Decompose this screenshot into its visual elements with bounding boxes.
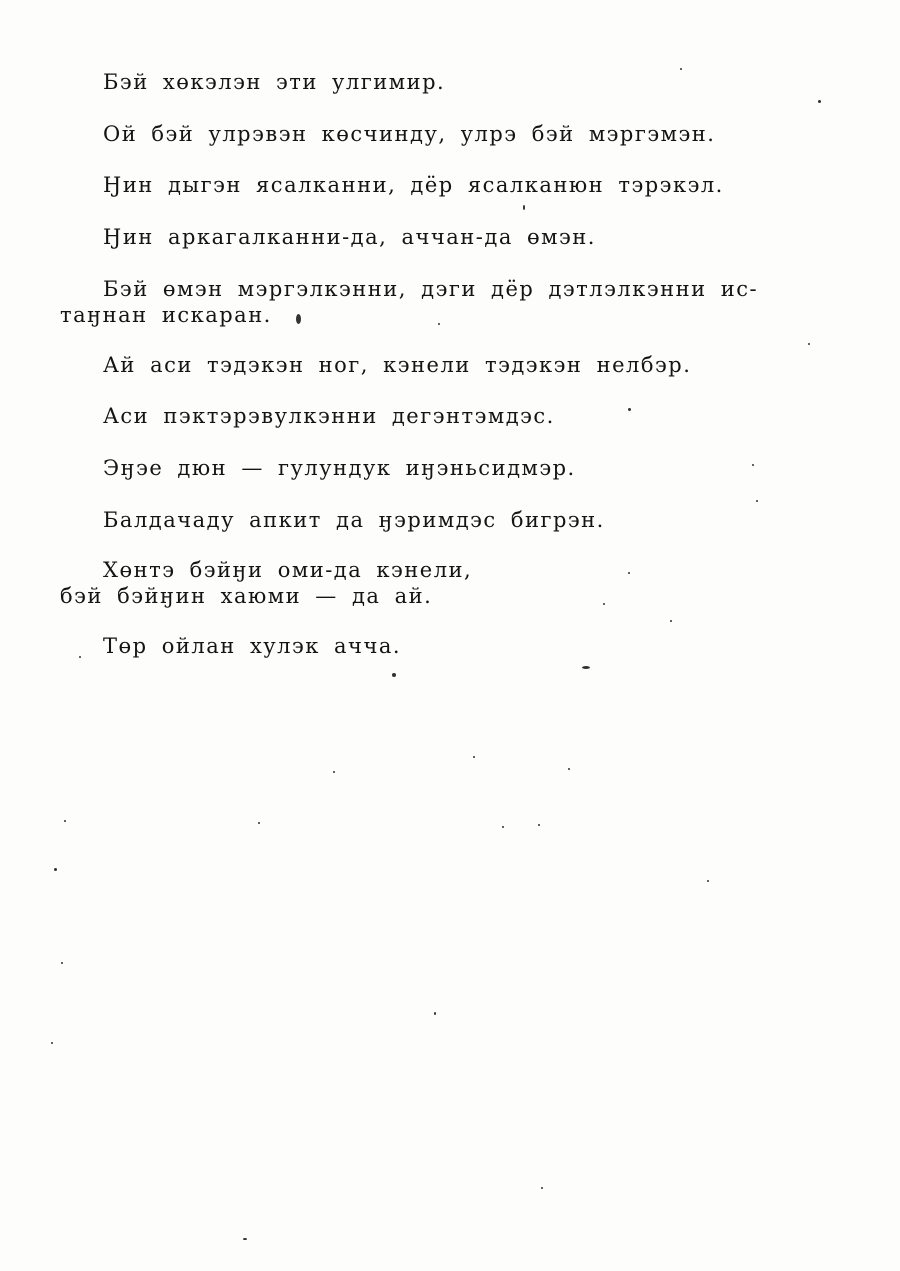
scan-speck: [502, 826, 504, 828]
scan-speck: [54, 868, 57, 871]
text-line: таӈнан искаран.: [60, 303, 272, 327]
scan-speck: [808, 343, 810, 345]
scan-speck: [258, 822, 260, 824]
scan-speck: [818, 100, 821, 103]
scan-speck: [438, 323, 440, 325]
text-line: Ой бэй улрэвэн көсчинду, улрэ бэй мэргэмэн.: [103, 122, 716, 146]
scan-speck: [603, 603, 605, 605]
scan-speck: [752, 464, 754, 466]
scan-speck: [434, 1012, 436, 1015]
text-line: Хөнтэ бэйӈи оми-да кэнели,: [103, 558, 473, 582]
scan-speck: [64, 820, 66, 822]
text-line: Ӈин дыгэн ясалканни, дёр ясалканюн тэрэкэл.: [103, 173, 724, 197]
text-line: Бэй хөкэлэн эти улгимир.: [103, 70, 446, 94]
text-line: Балдачаду апкит да ӈэримдэс бигрэн.: [103, 508, 605, 532]
scan-speck: [568, 768, 570, 770]
scan-speck: [582, 666, 590, 669]
scan-speck: [707, 880, 709, 882]
scan-speck: [756, 500, 758, 502]
scan-speck: [392, 673, 396, 677]
scan-speck: [523, 205, 525, 210]
text-line: Бэй өмэн мэргэлкэнни, дэги дёр дэтлэлкэнни ис-: [103, 277, 759, 301]
scan-speck: [473, 756, 475, 758]
scan-speck: [541, 1187, 543, 1189]
text-line: Эӈэе дюн — гулундук иӈэньсидмэр.: [103, 456, 576, 480]
scan-speck: [628, 572, 630, 574]
scan-speck: [243, 1238, 247, 1240]
scan-speck: [79, 656, 81, 658]
scan-speck: [538, 824, 540, 826]
text-line: Ай аси тэдэкэн ног, кэнели тэдэкэн нелбэр.: [103, 353, 692, 377]
scan-speck: [670, 620, 672, 622]
text-line: Ӈин аркагалканни-да, аччан-да өмэн.: [103, 225, 596, 249]
scan-speck: [51, 1042, 53, 1044]
text-line: Аси пэктэрэвулкэнни дегэнтэмдэс.: [103, 404, 555, 428]
scan-speck: [628, 408, 631, 411]
scan-speck: [333, 771, 335, 773]
text-line: бэй бэйӈин хаюми — да ай.: [60, 584, 433, 608]
scan-speck: [296, 314, 301, 324]
text-line: Төр ойлан хулэк аччa.: [103, 634, 402, 658]
scan-speck: [61, 962, 63, 964]
scan-speck: [680, 68, 682, 70]
